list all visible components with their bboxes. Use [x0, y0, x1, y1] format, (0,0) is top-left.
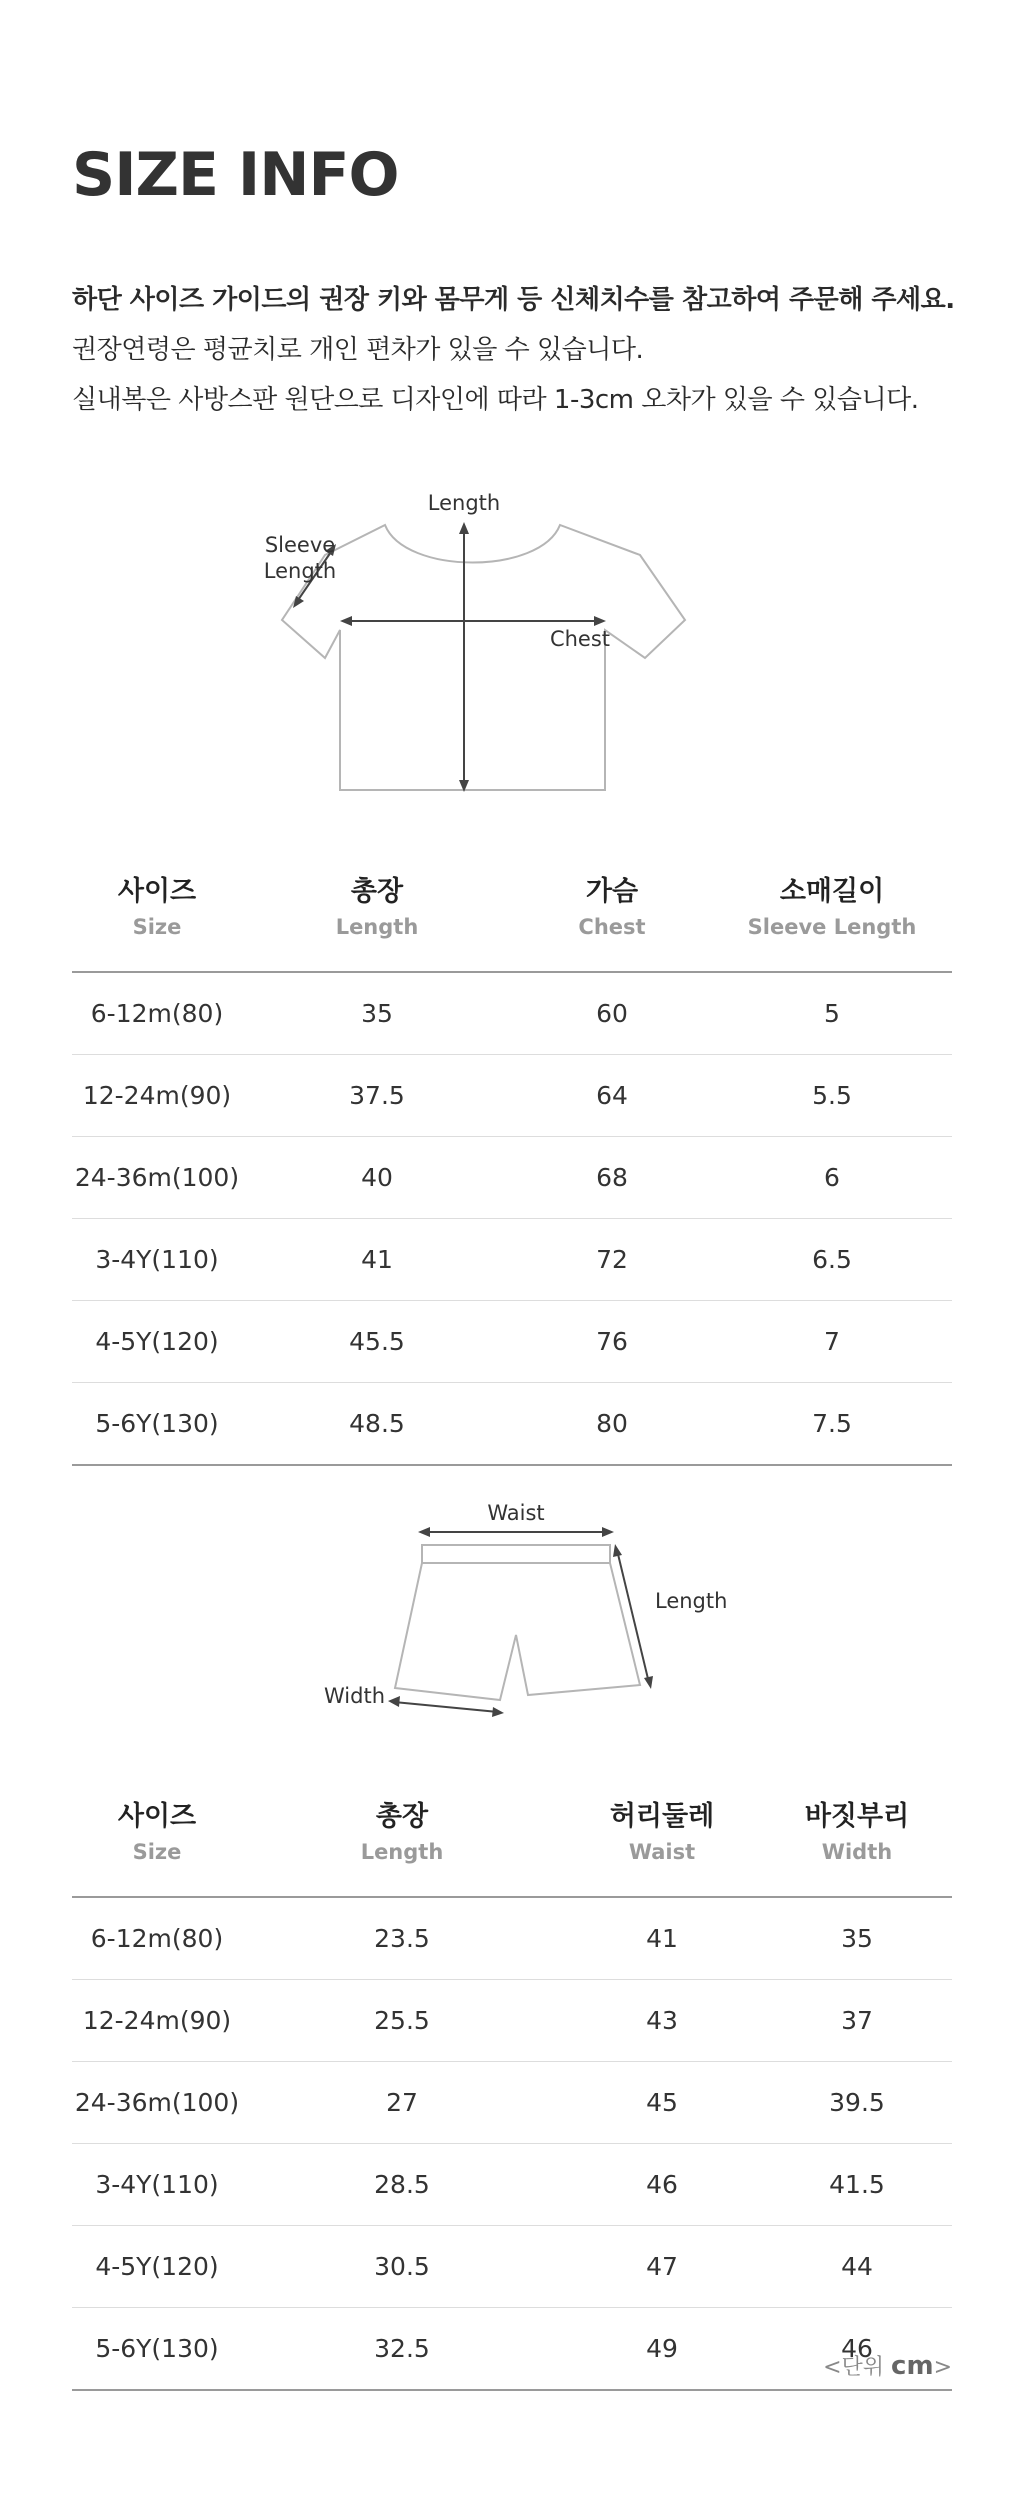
measurement-cell: 46: [562, 2144, 762, 2226]
measurement-cell: 39.5: [762, 2062, 952, 2144]
tshirt-outline: [282, 525, 685, 790]
size-cell: 12-24m(90): [72, 1980, 242, 2062]
table-header-row: [72, 845, 952, 972]
chest-arrow: [340, 616, 606, 626]
measurement-cell: 7.5: [712, 1383, 952, 1466]
measurement-cell: 41.5: [762, 2144, 952, 2226]
bottom-size-table: [72, 1770, 952, 2391]
header-label-ko: 총장: [375, 1801, 429, 1832]
header-label-en: Size: [132, 915, 182, 939]
waist-arrow: [418, 1527, 614, 1537]
table-row: [72, 1980, 952, 2062]
measurement-cell: 6.5: [712, 1219, 952, 1301]
header-label-en: Waist: [628, 1840, 696, 1864]
bottom-garment-diagram: [310, 1490, 730, 1740]
top-garment-diagram: [240, 480, 760, 810]
measurement-cell: 76: [512, 1301, 712, 1383]
header-label-en: Sleeve Length: [747, 915, 917, 939]
measurement-cell: 45: [562, 2062, 762, 2144]
table-row: [72, 1301, 952, 1383]
size-cell: 3-4Y(110): [72, 1219, 242, 1301]
notes: [72, 275, 955, 425]
table-row: [72, 1383, 952, 1466]
header-sleeve-length: [712, 845, 952, 972]
measurement-cell: 6: [712, 1137, 952, 1219]
header-label-ko: 허리둘레: [609, 1801, 715, 1832]
shorts-outline: [395, 1545, 640, 1700]
size-cell: 6-12m(80): [72, 1897, 242, 1980]
table-row: [72, 2226, 952, 2308]
header-label-ko: 사이즈: [117, 1801, 197, 1832]
size-cell: 3-4Y(110): [72, 2144, 242, 2226]
table-row: [72, 1897, 952, 1980]
table-row: [72, 2308, 952, 2391]
header-label-en: Size: [132, 1840, 182, 1864]
header-length: [242, 845, 512, 972]
unit-note: [823, 2350, 952, 2381]
measurement-cell: 60: [512, 972, 712, 1055]
measurement-cell: 64: [512, 1055, 712, 1137]
header-size: [72, 845, 242, 972]
measurement-cell: 45.5: [242, 1301, 512, 1383]
chest-label: Chest: [549, 627, 611, 651]
table-row: [72, 1137, 952, 1219]
measurement-cell: 47: [562, 2226, 762, 2308]
measurement-cell: 37.5: [242, 1055, 512, 1137]
measurement-cell: 23.5: [242, 1897, 562, 1980]
measurement-cell: 41: [562, 1897, 762, 1980]
table-row: [72, 1055, 952, 1137]
page-title: SIZE INFO: [72, 140, 399, 210]
header-label-en: Length: [335, 915, 419, 939]
unit-value: cm: [891, 2351, 934, 2381]
measurement-cell: 49: [562, 2308, 762, 2391]
header-label-ko: 가슴: [585, 876, 639, 907]
size-cell: 24-36m(100): [72, 1137, 242, 1219]
measurement-cell: 5: [712, 972, 952, 1055]
measurement-cell: 48.5: [242, 1383, 512, 1466]
note-fabric-tolerance: 실내복은 사방스판 원단으로 디자인에 따라 1-3cm 오차가 있을 수 있습니다.: [72, 385, 919, 415]
sleeve-label-line-1: Sleeve: [264, 533, 336, 557]
size-cell: 6-12m(80): [72, 972, 242, 1055]
measurement-cell: 32.5: [242, 2308, 562, 2391]
header-label-en: Chest: [578, 915, 646, 939]
table-row: [72, 972, 952, 1055]
measurement-cell: 35: [762, 1897, 952, 1980]
measurement-cell: 35: [242, 972, 512, 1055]
header-chest: [512, 845, 712, 972]
size-cell: 4-5Y(120): [72, 1301, 242, 1383]
note-age-deviation: 권장연령은 평균치로 개인 편차가 있을 수 있습니다.: [72, 335, 644, 365]
measurement-cell: 43: [562, 1980, 762, 2062]
header-label-en: Width: [821, 1840, 893, 1864]
measurement-cell: 28.5: [242, 2144, 562, 2226]
length-label: Length: [655, 1589, 728, 1613]
measurement-cell: 27: [242, 2062, 562, 2144]
table-header-row: [72, 1770, 952, 1897]
header-length: [242, 1770, 562, 1897]
header-size: [72, 1770, 242, 1897]
measurement-cell: 72: [512, 1219, 712, 1301]
size-cell: 5-6Y(130): [72, 1383, 242, 1466]
unit-close: >: [933, 2355, 952, 2380]
header-waist: [562, 1770, 762, 1897]
measurement-cell: 68: [512, 1137, 712, 1219]
unit-open: <단위: [823, 2355, 892, 2380]
size-cell: 4-5Y(120): [72, 2226, 242, 2308]
length-arrow: [613, 1544, 653, 1689]
measurement-cell: 5.5: [712, 1055, 952, 1137]
waist-label: Waist: [487, 1501, 545, 1525]
header-width: [762, 1770, 952, 1897]
table-row: [72, 2144, 952, 2226]
top-size-table: [72, 845, 952, 1466]
table-row: [72, 1219, 952, 1301]
measurement-cell: 44: [762, 2226, 952, 2308]
measurement-cell: 25.5: [242, 1980, 562, 2062]
header-label-en: Length: [360, 1840, 444, 1864]
measurement-cell: 7: [712, 1301, 952, 1383]
size-cell: 24-36m(100): [72, 2062, 242, 2144]
header-label-ko: 바짓부리: [804, 1801, 910, 1832]
header-label-ko: 총장: [350, 876, 404, 907]
measurement-cell: 41: [242, 1219, 512, 1301]
measurement-cell: 37: [762, 1980, 952, 2062]
size-cell: 12-24m(90): [72, 1055, 242, 1137]
length-label: Length: [427, 491, 501, 515]
measurement-cell: 80: [512, 1383, 712, 1466]
measurement-cell: 40: [242, 1137, 512, 1219]
note-order-guide: 하단 사이즈 가이드의 권장 키와 몸무게 등 신체치수를 참고하여 주문해 주세요.: [72, 285, 955, 315]
header-label-ko: 소매길이: [779, 876, 885, 907]
measurement-cell: 30.5: [242, 2226, 562, 2308]
table-row: [72, 2062, 952, 2144]
size-cell: 5-6Y(130): [72, 2308, 242, 2391]
sleeve-label-line-2: Length: [263, 559, 337, 583]
width-label: Width: [324, 1684, 386, 1708]
header-label-ko: 사이즈: [117, 876, 197, 907]
measurement-cell: 46: [762, 2308, 952, 2391]
